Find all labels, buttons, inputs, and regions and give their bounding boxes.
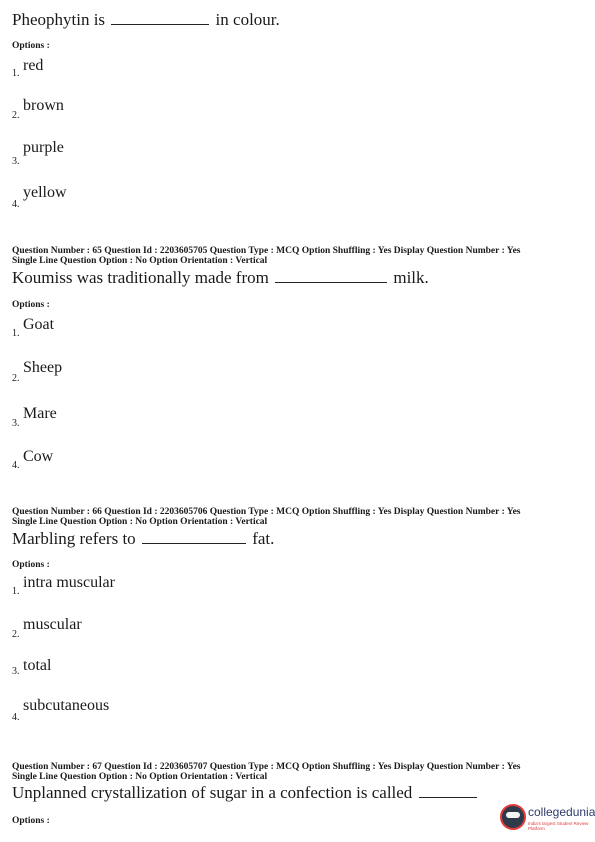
question-66-text-after: fat. xyxy=(252,529,275,548)
option-number: 3. xyxy=(12,666,20,677)
question-64-text xyxy=(12,10,280,30)
question-67-text xyxy=(12,783,479,803)
option-text: yellow xyxy=(23,184,67,201)
option-number: 3. xyxy=(12,418,20,429)
question-meta-line: Question Number : 66 Question Id : 2203605706 Question Type : MCQ Option Shuffling : Yes Display Question Number : Yes xyxy=(12,507,521,517)
answer-blank xyxy=(419,783,477,798)
option-number: 4. xyxy=(12,712,20,723)
question-meta-line: Single Line Question Option : No Option Orientation : Vertical xyxy=(12,517,268,527)
logo-tagline: India's largest Student Review Platform xyxy=(528,821,589,831)
option-text: subcutaneous xyxy=(23,697,110,714)
option-number: 2. xyxy=(12,629,20,640)
option-text: purple xyxy=(23,139,64,156)
option-number: 1. xyxy=(12,586,20,597)
question-64-text-before: Pheophytin is xyxy=(12,10,106,29)
options-label: Options : xyxy=(12,816,50,826)
option-text: red xyxy=(23,57,44,74)
question-meta-line: Question Number : 67 Question Id : 2203605707 Question Type : MCQ Option Shuffling : Yes Display Question Number : Yes xyxy=(12,762,521,772)
options-label: Options : xyxy=(12,300,50,310)
question-meta-line: Single Line Question Option : No Option Orientation : Vertical xyxy=(12,772,268,782)
collegedunia-logo xyxy=(500,802,595,834)
option-text: Mare xyxy=(23,405,57,422)
logo-mascot-icon xyxy=(500,804,526,830)
question-meta-line: Question Number : 65 Question Id : 2203605705 Question Type : MCQ Option Shuffling : Yes Display Question Number : Yes xyxy=(12,246,521,256)
options-label: Options : xyxy=(12,560,50,570)
option-number: 1. xyxy=(12,68,20,79)
option-text: Sheep xyxy=(23,359,63,376)
option-number: 4. xyxy=(12,460,20,471)
logo-name: collegedunia xyxy=(528,805,595,819)
question-64-text-after: in colour. xyxy=(215,10,280,29)
option-text: brown xyxy=(23,97,64,114)
option-number: 2. xyxy=(12,373,20,384)
option-number: 4. xyxy=(12,199,20,210)
option-number: 3. xyxy=(12,156,20,167)
option-number: 2. xyxy=(12,110,20,121)
option-text: intra muscular xyxy=(23,574,115,591)
question-67-text-before: Unplanned crystallization of sugar in a confection is called xyxy=(12,783,413,802)
question-65-text-after: milk. xyxy=(393,268,429,287)
question-65-text-before: Koumiss was traditionally made from xyxy=(12,268,269,287)
option-number: 1. xyxy=(12,328,20,339)
option-text: muscular xyxy=(23,616,82,633)
options-label: Options : xyxy=(12,41,50,51)
question-meta-line: Single Line Question Option : No Option Orientation : Vertical xyxy=(12,256,268,266)
option-text: Goat xyxy=(23,316,55,333)
answer-blank xyxy=(275,268,387,283)
question-65-text xyxy=(12,268,429,288)
question-66-text xyxy=(12,529,274,549)
answer-blank xyxy=(111,10,209,25)
answer-blank xyxy=(142,529,246,544)
question-66-text-before: Marbling refers to xyxy=(12,529,136,548)
option-text: Cow xyxy=(23,448,54,465)
option-text: total xyxy=(23,657,52,674)
